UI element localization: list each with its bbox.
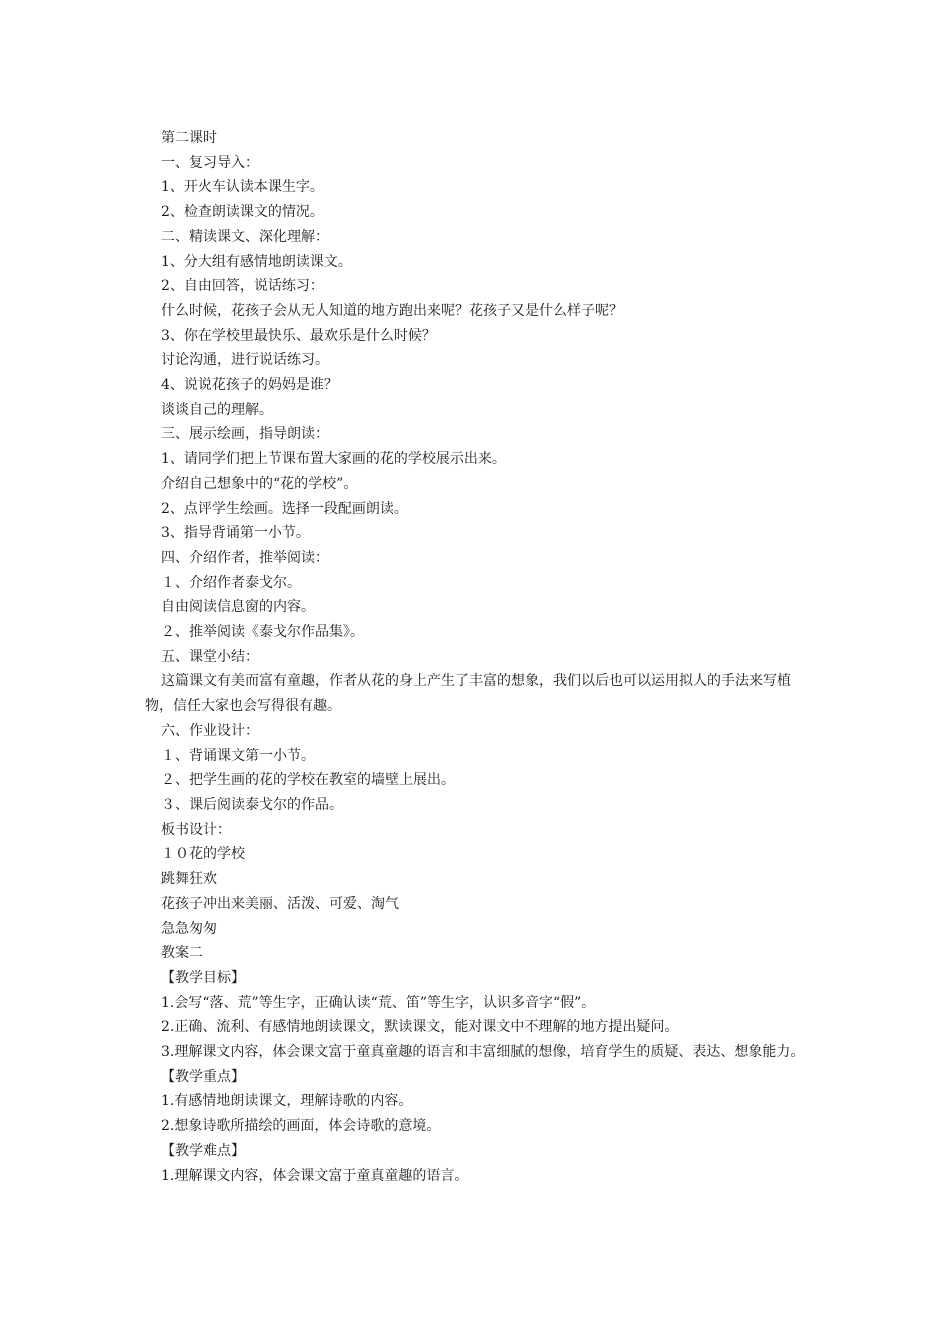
section-heading: 三、展示绘画，指导朗读：	[161, 426, 329, 443]
text-line: １、介绍作者泰戈尔。	[161, 574, 301, 591]
text-line: 2.正确、流利、有感情地朗读课文，默读课文，能对课文中不理解的地方提出疑问。	[161, 1019, 679, 1036]
board-design-line: 花孩子冲出来美丽、活泼、可爱、淘气	[161, 895, 399, 912]
text-line: １、背诵课文第一小节。	[161, 747, 315, 764]
text-line: 2、自由回答，说话练习：	[161, 278, 324, 295]
section-heading: 一、复习导入：	[161, 154, 259, 171]
text-line: ２、把学生画的花的学校在教室的墙壁上展出。	[161, 772, 455, 789]
section-heading: 六、作业设计：	[161, 722, 259, 739]
text-line: 3、你在学校里最快乐、最欢乐是什么时候？	[161, 327, 436, 344]
section-heading: 板书设计：	[161, 821, 231, 838]
text-line: 1.有感情地朗读课文，理解诗歌的内容。	[161, 1093, 413, 1110]
text-line: 讨论沟通，进行说话练习。	[161, 352, 329, 369]
objective-paragraph: 3.理解课文内容，体会课文富于童真童趣的语言和丰富细腻的想像，培育学生的质疑、表达、想象能力。	[161, 1044, 805, 1061]
section-heading: 【教学目标】	[161, 969, 245, 986]
text-line: ２、推举阅读《泰戈尔作品集》。	[161, 624, 364, 641]
text-line: 2.想象诗歌所描绘的画面，体会诗歌的意境。	[161, 1118, 441, 1135]
text-line: 2、点评学生绘画。选择一段配画朗读。	[161, 500, 408, 517]
text-line: ３、课后阅读泰戈尔的作品。	[161, 796, 343, 813]
section-heading: 【教学重点】	[161, 1068, 245, 1085]
text-line: 自由阅读信息窗的内容。	[161, 599, 315, 616]
board-design-line: 跳舞狂欢	[161, 871, 217, 888]
text-line: 3、指导背诵第一小节。	[161, 525, 310, 542]
section-heading: 四、介绍作者，推举阅读：	[161, 549, 329, 566]
text-line: 介绍自己想象中的“花的学校”。	[161, 475, 358, 492]
text-line: 谈谈自己的理解。	[161, 401, 273, 418]
summary-paragraph: 这篇课文有美而富有童趣，作者从花的身上产生了丰富的想象，我们以后也可以运用拟人的手法来写植物，信任大家也会写得很有趣。	[145, 673, 791, 715]
section-heading: 教案二	[161, 945, 203, 962]
text-line: 1.理解课文内容，体会课文富于童真童趣的语言。	[161, 1167, 469, 1184]
section-heading: 第二课时	[161, 130, 217, 146]
board-design-line: 急急匆匆	[161, 920, 217, 937]
section-heading: 二、精读课文、深化理解：	[161, 228, 329, 245]
lesson-plan-text	[145, 126, 810, 1188]
section-heading: 五、课堂小结：	[161, 648, 259, 665]
text-line: 2、检查朗读课文的情况。	[161, 204, 324, 221]
text-line: 1、请同学们把上节课布置大家画的花的学校展示出来。	[161, 451, 506, 468]
board-design-line: １０花的学校	[161, 846, 245, 863]
text-line: 1、分大组有感情地朗读课文。	[161, 253, 352, 270]
section-heading: 【教学难点】	[161, 1142, 245, 1159]
text-line: 4、说说花孩子的妈妈是谁？	[161, 377, 338, 394]
text-line: 1、开火车认读本课生字。	[161, 179, 324, 196]
text-line: 什么时候，花孩子会从无人知道的地方跑出来呢？花孩子又是什么样子呢？	[161, 302, 623, 319]
text-line: 1.会写“落、荒”等生字，正确认读“荒、笛”等生字，认识多音字“假”。	[161, 994, 596, 1011]
